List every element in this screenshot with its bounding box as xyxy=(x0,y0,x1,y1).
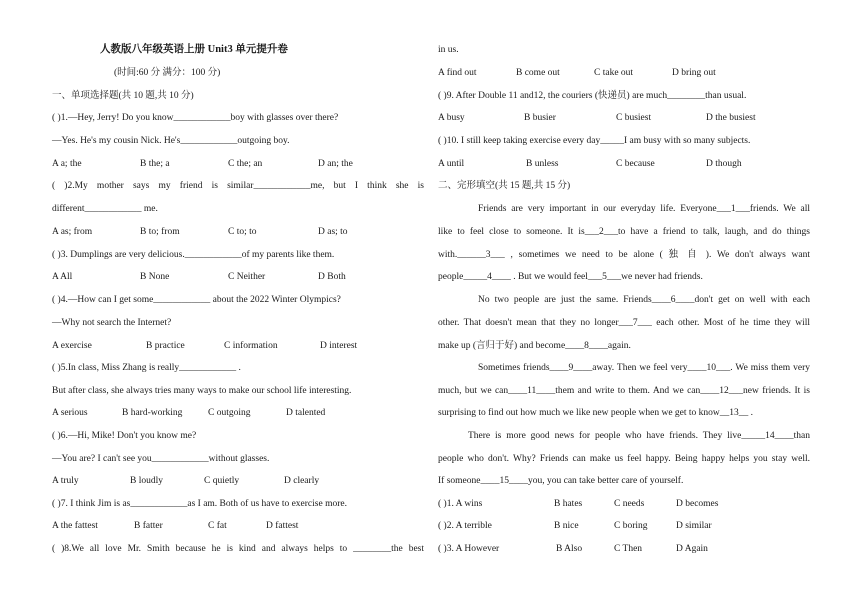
q2-option-d: D as; to xyxy=(318,227,348,237)
q1-stem-2: —Yes. He's my cousin Nick. He's____________outgoing boy. xyxy=(52,136,290,146)
passage-p1-line3: with.______3___ , sometimes we need to be alone ( 独 自 ). We don't always want xyxy=(438,250,810,260)
q2-option-a: A as; from xyxy=(52,227,93,237)
page-title: 人教版八年级英语上册 Unit3 单元提升卷 xyxy=(100,44,288,55)
q6-option-a: A truly xyxy=(52,476,79,486)
q1-option-c: C the; an xyxy=(228,159,263,169)
cloze-q2-option-b: B nice xyxy=(554,521,579,531)
passage-p3-line3: surprising to find out how much we like new people when we get to know__13__ . xyxy=(438,408,754,418)
q5-option-d: D talented xyxy=(286,408,326,418)
q7-option-b: B fatter xyxy=(134,521,163,531)
q4-stem: ( )4.—How can I get some____________ about the 2022 Winter Olympics? xyxy=(52,295,341,305)
q3-option-c: C Neither xyxy=(228,272,266,282)
q10-option-c: C because xyxy=(616,159,655,169)
cloze-q1-option-c: C needs xyxy=(614,499,645,509)
passage-p4-line3: If someone____15____you, you can take better care of yourself. xyxy=(438,476,684,486)
passage-p1-line2: like to feel close to someone. It is___2___to have a friend to talk, laugh, and do things xyxy=(438,227,810,237)
q9-option-c: C busiest xyxy=(616,113,652,123)
q1-option-b: B the; a xyxy=(140,159,170,169)
q6-option-d: D clearly xyxy=(284,476,320,486)
q6-stem: ( )6.—Hi, Mike! Don't you know me? xyxy=(52,431,197,441)
q7-option-d: D fattest xyxy=(266,521,299,531)
q7-stem: ( )7. I think Jim is as____________as I am. Both of us have to exercise more. xyxy=(52,499,347,509)
cloze-q1-stem: ( )1. A wins xyxy=(438,499,483,509)
cloze-q2-stem: ( )2. A terrible xyxy=(438,521,492,531)
q2-stem-2: different____________ me. xyxy=(52,204,158,214)
passage-p2-line2: other. That doesn't mean that they no longer___7___ each other. Most of he time they will xyxy=(438,318,810,328)
q9-option-d: D the busiest xyxy=(706,113,756,123)
q6-option-c: C quietly xyxy=(204,476,240,486)
cloze-q1-option-b: B hates xyxy=(554,499,583,509)
q1-option-a: A a; the xyxy=(52,159,82,169)
q9-option-b: B busier xyxy=(524,113,556,123)
cloze-q2-option-c: C boring xyxy=(614,521,648,531)
q8-option-c: C take out xyxy=(594,68,634,78)
passage-p1-line4: people_____4____ . But we would feel___5___we never had friends. xyxy=(438,272,703,282)
q4-option-c: C information xyxy=(224,341,278,351)
q4-stem-2: —Why not search the Internet? xyxy=(52,318,172,328)
passage-p4-line1: There is more good news for people who have friends. They live_____14____than xyxy=(468,431,810,441)
q2-stem: ( )2.My mother says my friend is similar____________me, but I think she is xyxy=(52,181,424,191)
q10-option-a: A until xyxy=(438,159,465,169)
q9-stem: ( )9. After Double 11 and12, the couriers (快递员) are much________than usual. xyxy=(438,91,747,101)
passage-p3-line2: much, but we can____11____them and write to them. And we can____12___new friends. It is xyxy=(438,386,810,396)
q8-option-b: B come out xyxy=(516,68,560,78)
section2-title: 二、完形填空(共 15 题,共 15 分) xyxy=(438,181,571,191)
q6-stem-2: —You are? I can't see you____________without glasses. xyxy=(52,454,270,464)
q10-option-b: B unless xyxy=(526,159,559,169)
cloze-q3-stem: ( )3. A However xyxy=(438,544,500,554)
q4-option-a: A exercise xyxy=(52,341,92,351)
q2-option-b: B to; from xyxy=(140,227,180,237)
cloze-q1-option-d: D becomes xyxy=(676,499,719,509)
q8-stem-2: in us. xyxy=(438,45,459,55)
q3-option-b: B None xyxy=(140,272,170,282)
q4-option-b: B practice xyxy=(146,341,185,351)
q8-option-a: A find out xyxy=(438,68,477,78)
passage-p1-line1: Friends are very important in our everyday life. Everyone___1___friends. We all xyxy=(478,204,810,214)
q1-stem: ( )1.—Hey, Jerry! Do you know____________boy with glasses over there? xyxy=(52,113,339,123)
q7-option-a: A the fattest xyxy=(52,521,98,531)
q5-option-c: C outgoing xyxy=(208,408,251,418)
q5-option-b: B hard-working xyxy=(122,408,183,418)
passage-p2-line3: make up (言归于好) and become____8____again. xyxy=(438,341,631,351)
q5-stem: ( )5.In class, Miss Zhang is really____________ . xyxy=(52,363,241,373)
q5-stem-2: But after class, she always tries many ways to make our school life interesting. xyxy=(52,386,352,396)
cloze-q3-option-b: B Also xyxy=(556,544,583,554)
q8-option-d: D bring out xyxy=(672,68,716,78)
q9-option-a: A busy xyxy=(438,113,465,123)
q6-option-b: B loudly xyxy=(130,476,163,486)
q2-option-c: C to; to xyxy=(228,227,257,237)
passage-p4-line2: people who don't. Why? Friends can make us feel happy. Being happy helps you stay well. xyxy=(438,454,810,464)
q1-option-d: D an; the xyxy=(318,159,353,169)
q10-option-d: D though xyxy=(706,159,742,169)
q3-option-d: D Both xyxy=(318,272,346,282)
q3-option-a: A All xyxy=(52,272,73,282)
q4-option-d: D interest xyxy=(320,341,358,351)
cloze-q3-option-d: D Again xyxy=(676,544,708,554)
q7-option-c: C fat xyxy=(208,521,227,531)
q3-stem: ( )3. Dumplings are very delicious.____________of my parents like them. xyxy=(52,250,335,260)
passage-p3-line1: Sometimes friends____9____away. Then we feel very____10___. We miss them very xyxy=(478,363,810,373)
q8-stem: ( )8.We all love Mr. Smith because he is kind and always helps to ________the best xyxy=(52,544,424,554)
passage-p2-line1: No two people are just the same. Friends____6____don't get on well with each xyxy=(478,295,810,305)
q10-stem: ( )10. I still keep taking exercise every day_____I am busy with so many subjects. xyxy=(438,136,751,146)
section1-title: 一、单项选择题(共 10 题,共 10 分) xyxy=(52,91,194,101)
exam-info: (时间:60 分 满分：100 分) xyxy=(114,68,221,78)
cloze-q3-option-c: C Then xyxy=(614,544,643,554)
q5-option-a: A serious xyxy=(52,408,88,418)
cloze-q2-option-d: D similar xyxy=(676,521,712,531)
